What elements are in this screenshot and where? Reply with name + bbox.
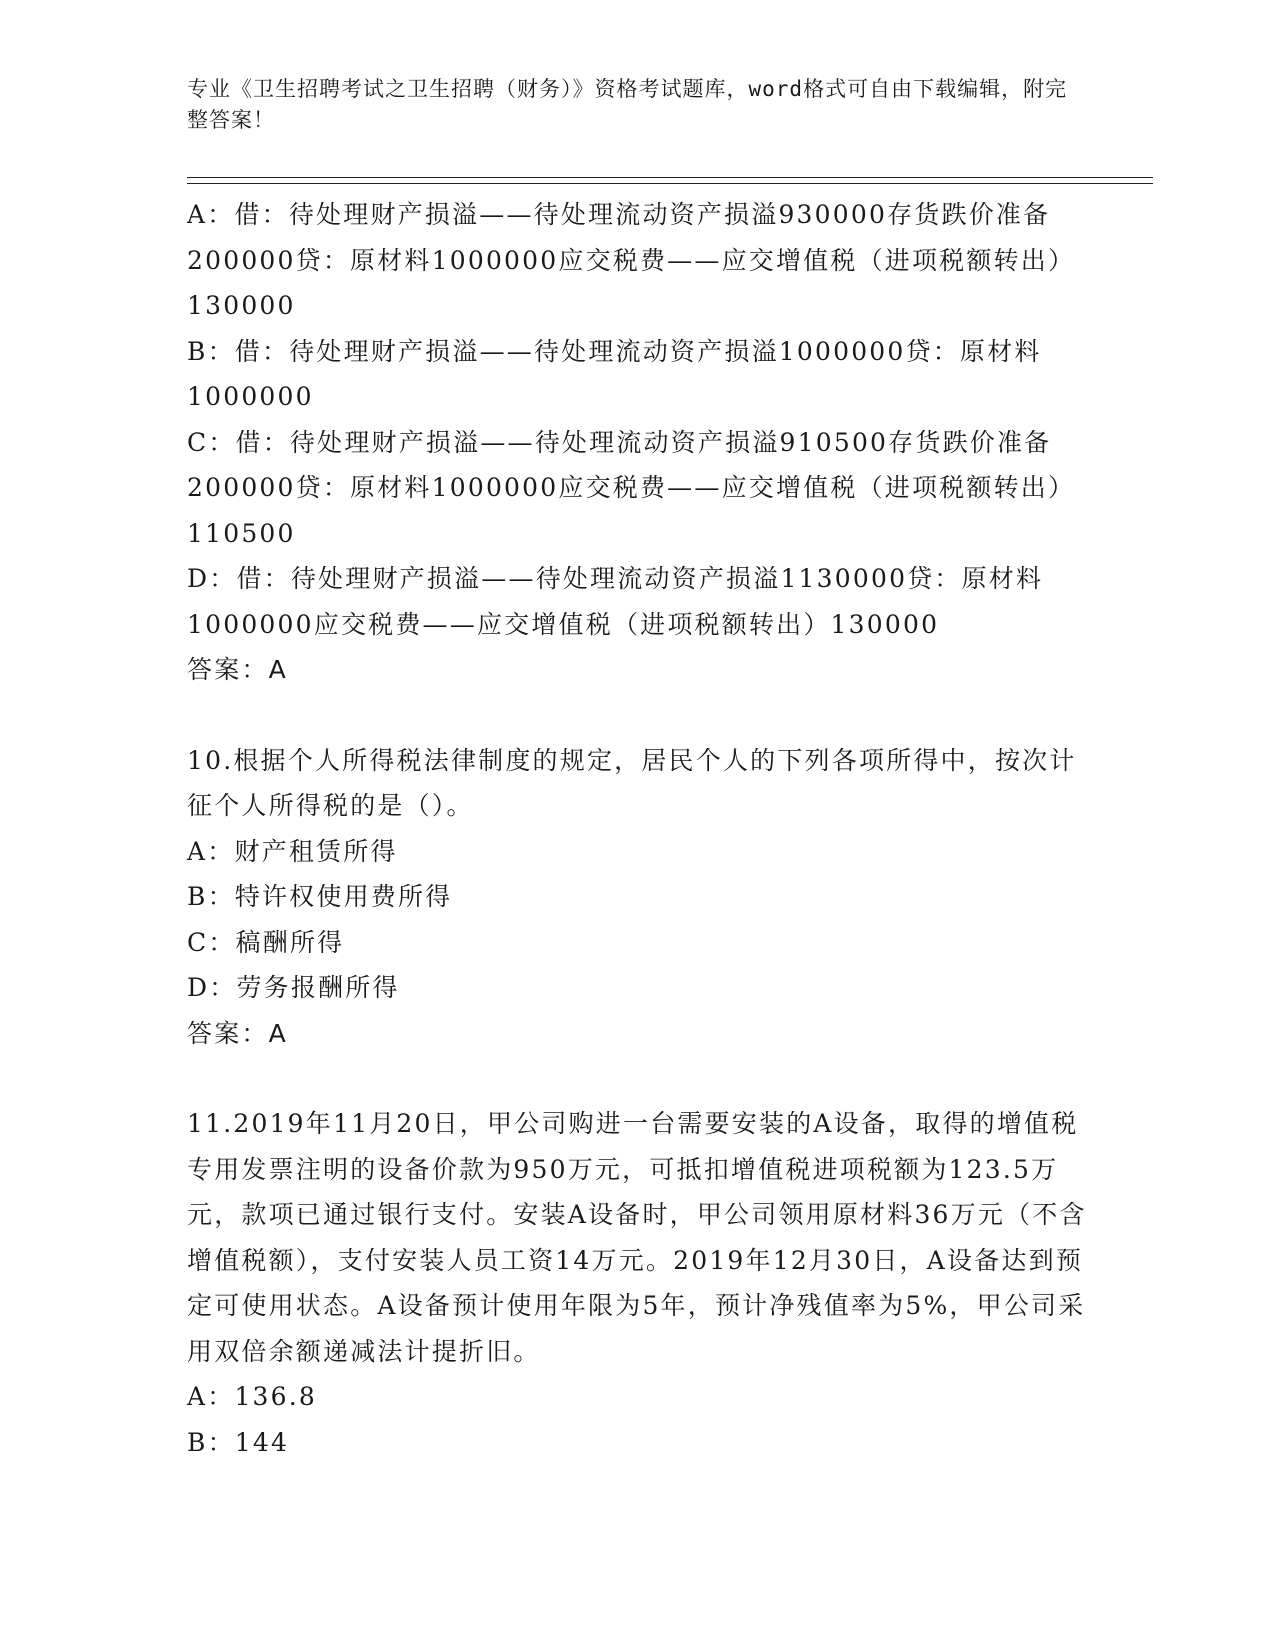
question-9-block (187, 192, 1087, 693)
q10-option-a: A：财产租赁所得 (187, 836, 398, 866)
q10-question: 10.根据个人所得税法律制度的规定，居民个人的下列各项所得中，按次计征个人所得税的是（）。 (187, 745, 1077, 820)
question-11-block (187, 1101, 1087, 1465)
q10-option-d: D：劳务报酬所得 (187, 973, 400, 1002)
q9-option-b: B：借：待处理财产损溢——待处理流动资产损溢1000000贷：原材料1000000 (187, 336, 1042, 411)
q9-option-a: A：借：待处理财产损溢——待处理流动资产损溢930000存货跌价准备200000贷：原材料1000000应交税费——应交增值税（进项税额转出）130000 (187, 200, 1076, 320)
header-divider-double (187, 183, 1153, 184)
q10-answer: 答案：A (187, 1018, 288, 1048)
q9-option-c: C：借：待处理财产损溢——待处理流动资产损溢910500存货跌价准备200000贷：原材料1000000应交税费——应交增值税（进项税额转出）110500 (187, 427, 1076, 548)
question-content (187, 192, 1087, 1465)
q11-question: 11.2019年11月20日，甲公司购进一台需要安装的A设备，取得的增值税专用发票注明的设备价款为950万元，可抵扣增值税进项税额为123.5万元，款项已通过银行支付。安装A设备时，甲公司领用原材料36万元（不含增值税额），支付安装人员工资14万元。2019年12月30日，A设备达到预定可使用状态。A设备预计使用年限为5年，预计净残值率为5%，甲公司采用双倍余额递减法计提折旧。 (187, 1109, 1087, 1366)
q9-answer: 答案：A (187, 655, 288, 684)
q10-option-b: B：特许权使用费所得 (187, 882, 453, 911)
spacer (187, 693, 1087, 738)
q11-option-a: A：136.8 (187, 1382, 318, 1411)
q11-option-b: B：144 (187, 1427, 290, 1457)
header-divider (187, 177, 1153, 178)
q10-option-c: C：稿酬所得 (187, 927, 345, 957)
q9-option-d: D：借：待处理财产损溢——待处理流动资产损溢1130000贷：原材料1000000应交税费——应交增值税（进项税额转出）130000 (187, 564, 1044, 639)
spacer (187, 1056, 1087, 1101)
question-10-block (187, 738, 1087, 1057)
document-header: 专业《卫生招聘考试之卫生招聘（财务）》资格考试题库，word格式可自由下载编辑，附完整答案！ (187, 77, 1068, 132)
